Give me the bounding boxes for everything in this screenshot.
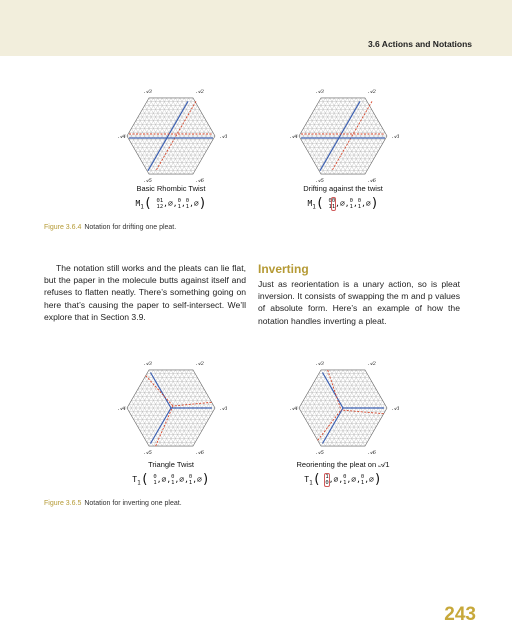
axis-label: 𝒜5 xyxy=(316,450,324,457)
grid-line xyxy=(106,80,165,167)
axis-label: 𝒜2 xyxy=(196,360,204,367)
grid-line xyxy=(151,352,211,457)
section-heading: Inverting xyxy=(258,262,309,276)
grid-line xyxy=(181,80,236,165)
grid-line xyxy=(151,80,211,185)
axis-label: 𝒜3 xyxy=(316,88,324,95)
grid-line xyxy=(278,107,333,192)
figure-title: Drifting against the twist xyxy=(303,184,383,193)
figure-title: Triangle Twist xyxy=(148,460,194,469)
grid-line xyxy=(106,377,165,464)
grid-line xyxy=(278,377,337,464)
axis-label: 𝒜6 xyxy=(196,178,204,185)
grid-line xyxy=(125,94,185,192)
grid-line xyxy=(177,352,236,439)
grid-line xyxy=(151,362,211,464)
axis-label: 𝒜4 xyxy=(118,406,126,412)
grid-line xyxy=(297,94,357,192)
axis-label: 𝒜4 xyxy=(290,406,298,412)
axis-label: 𝒜5 xyxy=(144,178,152,185)
grid-line xyxy=(353,352,408,437)
valley-line xyxy=(328,370,341,410)
grid-line xyxy=(106,107,161,192)
axis-label: 𝒜6 xyxy=(368,178,376,185)
grid-line xyxy=(131,80,191,185)
axis-label: 𝒜2 xyxy=(368,360,376,367)
grid-line xyxy=(177,80,236,167)
grid-line xyxy=(106,352,165,439)
grid-line xyxy=(278,105,337,192)
grid-line xyxy=(131,352,191,457)
axis-label: 𝒜5 xyxy=(144,450,152,457)
notation-m1-drift: $M_1$( 0 1 0 1 ,∅, 0 1 , 0 1 ,∅) xyxy=(307,196,379,211)
grid-line xyxy=(106,352,161,437)
grid-line xyxy=(323,90,383,192)
notation-t1-reorient: $T_1$( 1 0 ,∅, 0 1 ,∅, 0 1 ,∅) xyxy=(304,472,382,487)
axis-label: 𝒜6 xyxy=(196,450,204,457)
grid-line xyxy=(323,80,383,185)
grid-line xyxy=(323,352,383,457)
notation-t1-triangle: $T_1$( 0 1 ,∅, 0 1 ,∅, 0 1 ,∅) xyxy=(132,472,210,487)
figure-triangle-twist xyxy=(106,352,236,464)
figure-caption: Figure 3.6.5 Notation for inverting one pleat. xyxy=(44,500,182,507)
figure-drifting-against-twist xyxy=(278,80,408,192)
grid-line xyxy=(297,80,357,178)
grid-line xyxy=(349,352,408,439)
grid-line xyxy=(177,377,236,464)
grid-line xyxy=(278,379,333,464)
body-paragraph-inverting: Just as reorientation is a unary action, so is pleat inversion. It consists of swapping the m and p values of absolute form. Here’s an example of how the notation handles inverting a pleat. xyxy=(258,279,460,326)
grid-line xyxy=(303,90,363,192)
grid-line xyxy=(158,94,218,192)
axis-label: 𝒜4 xyxy=(118,134,126,140)
grid-line xyxy=(125,80,185,178)
figure-title: Reorienting the pleat on 𝒜1 xyxy=(296,460,390,469)
figure-title: Basic Rhombic Twist xyxy=(136,184,206,193)
grid-line xyxy=(349,377,408,464)
axis-label: 𝒜2 xyxy=(196,88,204,95)
axis-label: 𝒜1 xyxy=(392,134,400,140)
axis-label: 𝒜6 xyxy=(368,450,376,457)
axis-label: 𝒜3 xyxy=(316,360,324,367)
figure-reorienting-pleat xyxy=(278,352,408,464)
grid-line xyxy=(303,352,363,457)
grid-line xyxy=(181,352,236,437)
grid-line xyxy=(278,352,333,437)
grid-line xyxy=(349,80,408,167)
body-paragraph: The notation still works and the pleats can lie flat, but the paper in the molecule butts against itself and refuses to flatten neatly. There’s something going on here that’s causing the paper to self-intersect. We’ll explore that in Section 3.9. xyxy=(44,263,246,322)
figure-basic-rhombic-twist xyxy=(106,80,236,192)
grid-line xyxy=(131,362,191,464)
grid-line xyxy=(181,379,236,464)
grid-line xyxy=(353,107,408,192)
grid-line xyxy=(106,105,165,192)
section-title: 3.6 Actions and Notations xyxy=(367,39,472,49)
grid-line xyxy=(106,80,161,165)
grid-line xyxy=(151,90,211,192)
grid-line xyxy=(106,379,161,464)
grid-line xyxy=(353,80,408,165)
grid-line xyxy=(303,80,363,185)
axis-label: 𝒜5 xyxy=(316,178,324,185)
grid-line xyxy=(158,80,218,178)
grid-line xyxy=(303,362,363,464)
grid-line xyxy=(330,80,390,178)
axis-label: 𝒜4 xyxy=(290,134,298,140)
grid-line xyxy=(278,80,337,167)
axis-label: 𝒜3 xyxy=(144,88,152,95)
grid-line xyxy=(131,90,191,192)
grid-line xyxy=(181,107,236,192)
grid-line xyxy=(278,352,337,439)
notation-m1-basic: $M_1$( 0 1 1 2 ,∅, 0 1 , 0 1 ,∅) xyxy=(135,196,207,211)
grid-line xyxy=(330,94,390,192)
axis-label: 𝒜1 xyxy=(220,134,228,140)
axis-label: 𝒜3 xyxy=(144,360,152,367)
header-band xyxy=(0,0,512,56)
axis-label: 𝒜2 xyxy=(368,88,376,95)
page-number: 243 xyxy=(444,604,476,625)
axis-label: 𝒜1 xyxy=(392,406,400,412)
axis-label: 𝒜1 xyxy=(220,406,228,412)
figure-caption: Figure 3.6.4 Notation for drifting one pleat. xyxy=(44,224,177,231)
grid-line xyxy=(278,80,333,165)
grid-line xyxy=(353,379,408,464)
grid-line xyxy=(349,105,408,192)
grid-line xyxy=(323,362,383,464)
